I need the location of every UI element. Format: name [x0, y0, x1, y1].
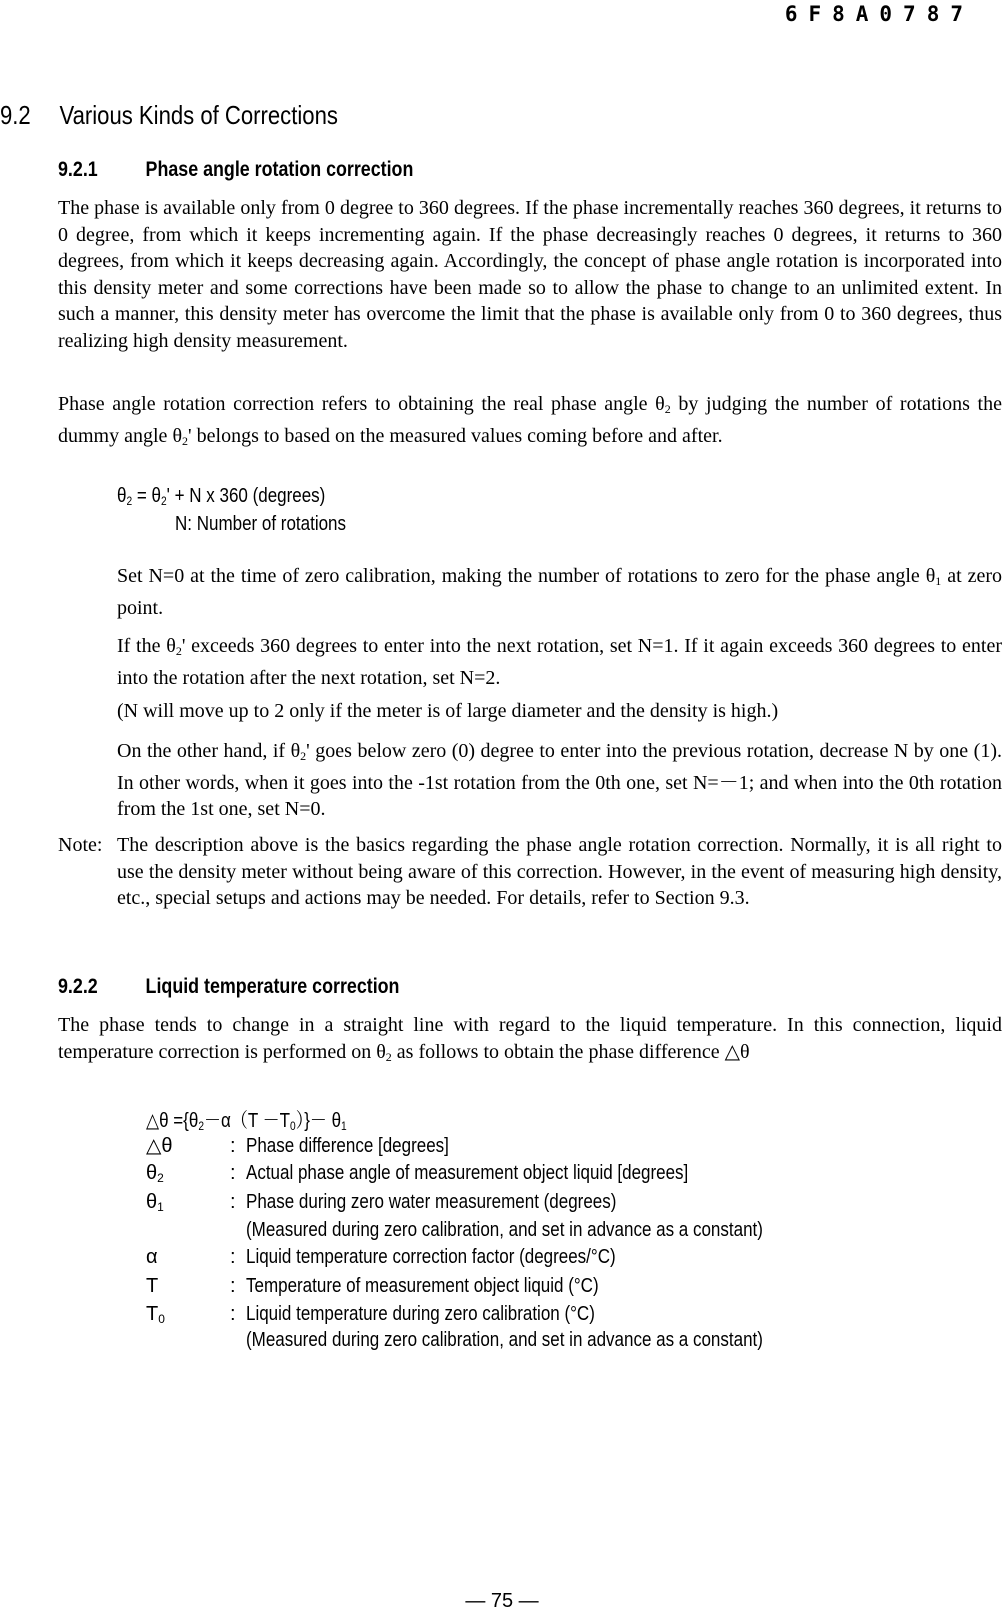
subsection-number: 9.2.1 [58, 158, 98, 181]
paragraph-zero-calibration: Set N=0 at the time of zero calibration, making the number of rotations to zero for the phase angle $\theta_1$ at zero point. [117, 565, 1002, 619]
subsection-title: Liquid temperature correction [145, 975, 400, 998]
paragraph-previous-rotation: On the other hand, if $\theta_2'$ goes below zero (0) degree to enter into the previous rotation, decrease N by one (1). In other words, when it goes into the -1st rotation from the 0th one, set N=－1; and when into the 0th rotation from the 1st one, set N=0. [117, 740, 1002, 820]
definition-row: α : Liquid temperature correction factor (degrees/°C) [146, 1246, 616, 1268]
paragraph-phase-range: The phase is available only from 0 degree to 360 degrees. If the phase incrementally reaches 360 degrees, it returns to 0 degree, from which it keeps incrementing again. If the phase decreasingly reaches 0 degrees, it returns to 360 degrees, from which it keeps decreasing again. Accordingly, the concept of phase angle rotation is incorporated into this density meter and some corrections have been made so to allow the phase to change to an unlimited extent. In such a manner, this density meter has overcome the limit that the phase is available only from 0 to 360 degrees, thus realizing high density measurement. [58, 197, 1002, 352]
paragraph-next-rotation: If the $\theta_2'$ exceeds 360 degrees to enter into the next rotation, set N=1. If it again exceeds 360 degrees to enter into the rotation after the next rotation, set N=2. [117, 635, 1002, 689]
section-number: 9.2 [0, 100, 31, 130]
section-title: Various Kinds of Corrections [59, 100, 338, 130]
rotation-formula: $\theta_2 = \theta_2' + N$ x 360 (degrees) [117, 485, 326, 508]
note-text: The description above is the basics regarding the phase angle rotation correction. Normally, it is all right to use the density meter without being aware of this correction. However, in the event of measuring high density, etc., special setups and actions may be needed. For details, refer to Section 9.3. [117, 834, 1002, 909]
paragraph-temperature-intro: The phase tends to change in a straight line with regard to the liquid temperature. In this connection, liquid temperature correction is performed on $\theta_2$ as follows to obtain the phase difference △θ [58, 1014, 1002, 1064]
rotation-formula-legend: N: Number of rotations [175, 513, 347, 535]
paragraph-rotation-definition: Phase angle rotation correction refers to obtaining the real phase angle $\theta_2$ by judging the number of rotations the dummy angle $\theta_2'$ belongs to based on the measured values coming before and after. [58, 393, 1002, 448]
subsection-number: 9.2.2 [58, 975, 98, 998]
temperature-formula: △θ $=\{\theta_2-\alpha(T -T_0)\}- \theta_1$ [146, 1110, 347, 1133]
section-heading [0, 100, 338, 131]
document-number: 6F8A0787 [784, 2, 974, 26]
definition-row: T : Temperature of measurement object liquid (°C) [146, 1275, 599, 1297]
definition-row-continuation: (Measured during zero calibration, and set in advance as a constant) [246, 1329, 763, 1351]
definition-row: $T_0$ : Liquid temperature during zero calibration (°C) [146, 1303, 595, 1326]
paragraph-large-diameter-note: (N will move up to 2 only if the meter is of large diameter and the density is high.) [117, 700, 779, 722]
definition-row-continuation: (Measured during zero calibration, and set in advance as a constant) [246, 1219, 763, 1241]
subsection-heading-9-2-1 [58, 158, 413, 182]
definition-row: $\theta_2$ : Actual phase angle of measurement object liquid [degrees] [146, 1162, 689, 1185]
subsection-title: Phase angle rotation correction [145, 158, 414, 181]
subsection-heading-9-2-2 [58, 975, 399, 999]
note-label: Note: [58, 834, 103, 856]
definition-row: $\theta_1$ : Phase during zero water measurement (degrees) [146, 1191, 617, 1214]
page-footer: — 75 — [465, 1590, 539, 1612]
definition-row: △θ : Phase difference [degrees] [146, 1135, 449, 1157]
